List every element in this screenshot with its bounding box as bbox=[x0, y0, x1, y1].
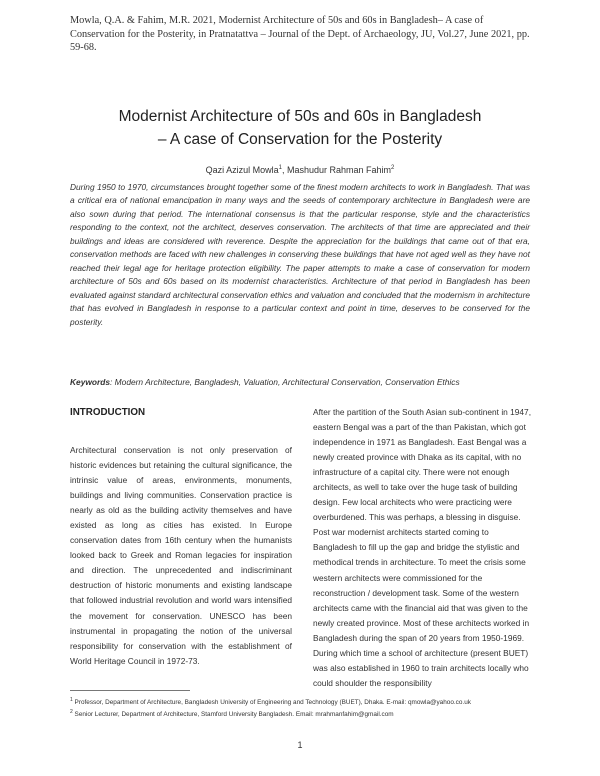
citation-header: Mowla, Q.A. & Fahim, M.R. 2021, Modernist Architecture of 50s and 60s in Bangladesh– A case of Conservation for the Posterity, in Pratnatattva – Journal of the Dept. of Archaeology, JU, Vol.27, June 2021, pp. 59-68. bbox=[70, 15, 530, 53]
paper-title bbox=[60, 105, 540, 151]
abstract: During 1950 to 1970, circumstances brought together some of the finest modern architects to work in Bangladesh. That was a critical era of national emancipation in many ways and the seeds of contemporary architecture in Bangladesh were are also sown during that period. The international consensus is that the particular response, style and the characteristics responding to the context, not the architect, deserves conservation. The architects of that time are appreciated and their buildings and ideas are considered with reverence. Despite the appreciation for the buildings that came out of that era, conservation methods are faced with new challenges in conserving these buildings that have not aged well as they have not reached their legal age for heritage protection eligibility. The paper attempts to make a case of conservation for modern architecture of 50s and 60s based on its modernist characteristics. Architecture of that period in Bangladesh has been evaluated against standard architectural conservation ethics and valuation and concluded that the modernism in architecture that has evolved in Bangladesh in response to a particular context and point in time, deserves to be conserved for the posterity. bbox=[70, 182, 530, 327]
keywords bbox=[70, 377, 540, 387]
footnote-2-text: Senior Lecturer, Department of Architecture, Stamford University Bangladesh. Email: mrahmanfahim@gmail.com bbox=[72, 711, 394, 719]
keywords-label: Keywords bbox=[70, 377, 111, 387]
left-column bbox=[70, 405, 292, 669]
author-1-footnote-mark: 1 bbox=[278, 165, 282, 171]
author-2-name: Mashudur Rahman Fahim bbox=[287, 165, 392, 175]
page-number: 1 bbox=[297, 740, 303, 750]
footnote-divider bbox=[70, 690, 190, 691]
author-separator: , bbox=[281, 165, 287, 175]
title-line-2: – A case of Conservation for the Posterity bbox=[157, 131, 443, 148]
author-1-name: Qazi Azizul Mowla bbox=[205, 165, 279, 175]
footnote-1 bbox=[70, 696, 540, 708]
footnote-1-mark: 1 bbox=[70, 697, 73, 703]
right-column bbox=[313, 405, 535, 691]
footnote-2 bbox=[70, 708, 540, 720]
author-list bbox=[60, 165, 540, 175]
author-2-footnote-mark: 2 bbox=[391, 165, 395, 171]
keywords-text: : Modern Architecture, Bangladesh, Valuation, Architectural Conservation, Conservation Ethics bbox=[110, 377, 460, 387]
introduction-paragraph-right: After the partition of the South Asian sub-continent in 1947, eastern Bengal was a part of the than Pakistan, which got independence in 1971 as Bangladesh. East Bengal was a newly created province with Dhaka as its capital, with no infrastructure of a capital city. There were not enough architects, as well to take over the huge task of building design. Few local architects who were practicing were overburdened. This was perhaps, a blessing in disguise. Post war modernist architects started coming to Bangladesh to fill up the gap and bridge the stylistic and methodical trends in architecture. To meet the crisis some western architects were commissioned for the reconstruction / development task. Some of the western architects came with the financial aid that was given to the newly created province. Most of these architects worked in Bangladesh during the span of 20 years from 1950-1969. During which time a school of architecture (present BUET) was also established in 1960 to train architects locally who could shoulder the responsibility bbox=[313, 407, 532, 688]
footnote-1-text: Professor, Department of Architecture, Bangladesh University of Engineering and Technology (BUET), Dhaka. E-mail: qmowla@yahoo.co.uk bbox=[72, 699, 471, 707]
title-line-1: Modernist Architecture of 50s and 60s in Bangladesh bbox=[118, 108, 482, 125]
footnotes bbox=[70, 696, 540, 720]
introduction-paragraph-left: Architectural conservation is not only preservation of historic evidences but retaining the cultural significance, the intrinsic value of areas, environments, monuments, buildings and living communities. Conservation practice is nearly as old as the building activity themselves and have existed as long as cities has existed. In Europe conservation dates from 16th century when the humanists looked back to Greek and Roman legacies for inspiration and direction. The unprecedented and indiscriminant destruction of historic monuments and existing landscape that followed industrial revolution and world wars intensified the movement for conservation. UNESCO has been instrumental in propagating the notion of the universal responsibility for conservation with the establishment of World Heritage Council in 1972-73. bbox=[70, 445, 292, 666]
footnote-2-mark: 2 bbox=[70, 708, 73, 715]
section-heading-introduction: INTRODUCTION bbox=[70, 407, 146, 418]
